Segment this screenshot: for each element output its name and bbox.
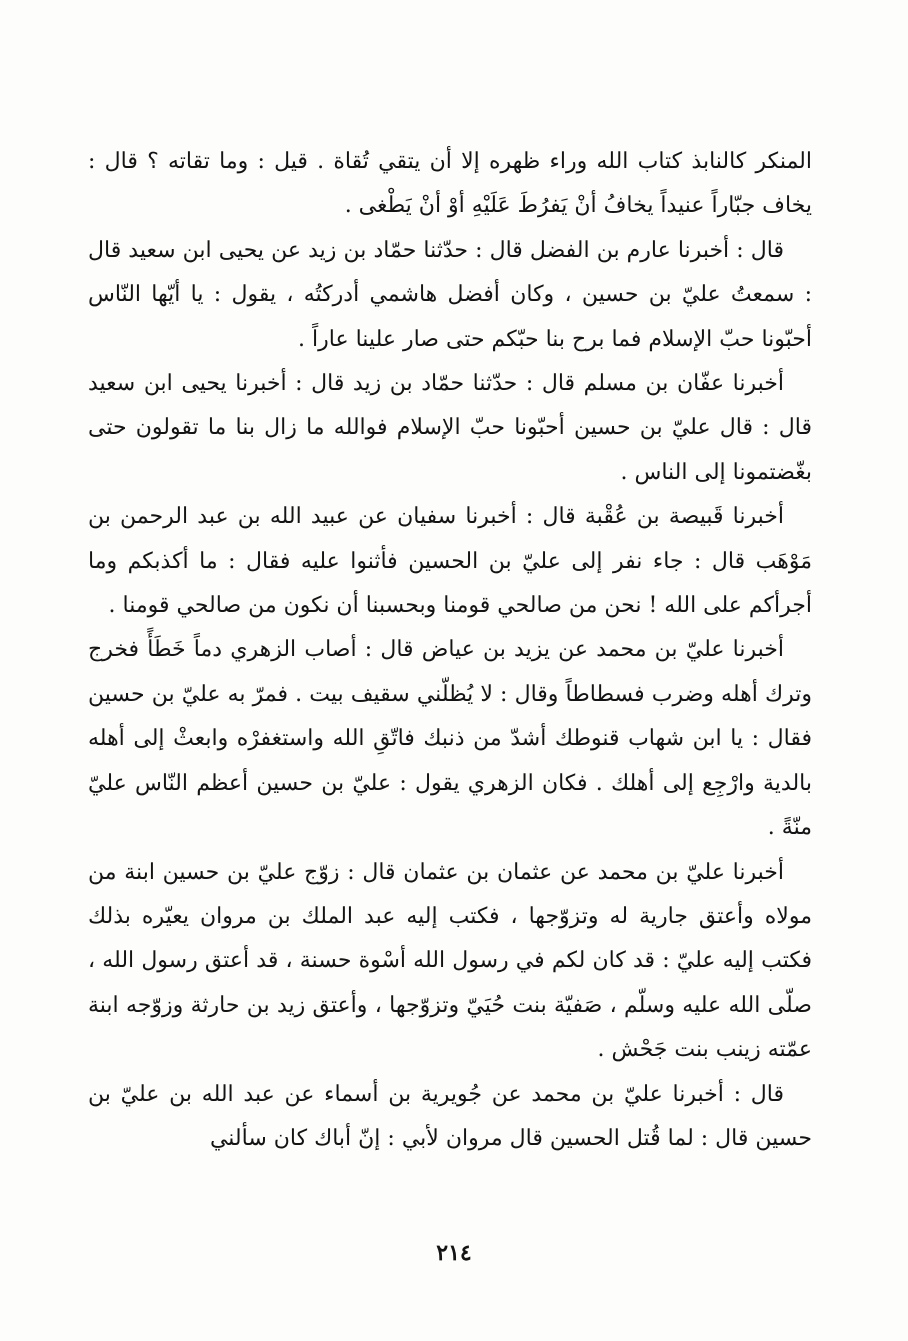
paragraph: قال : أخبرنا عارم بن الفضل قال : حدّثنا حمّاد بن زيد عن يحيى ابن سعيد قال : سمعتُ عليّ بن حسين ، وكان أفضل هاشمي أدركتُه ، يقول : يا أيّها النّاس أحبّونا حبّ الإسلام فما برح بنا حبّكم حتى صار علينا عاراً . bbox=[88, 237, 812, 352]
paragraph: قال : أخبرنا عليّ بن محمد عن جُويرية بن أسماء عن عبد الله بن عليّ بن حسين قال : لما قُتل الحسين قال مروان لأبي : إنّ أباك كان سألني bbox=[88, 1081, 812, 1151]
paragraph: أخبرنا عليّ بن محمد عن عثمان بن عثمان قال : زوّج عليّ بن حسين ابنة من مولاه وأعتق جارية له وتزوّجها ، فكتب إليه عبد الملك بن مروان يعيّره بذلك فكتب إليه عليّ : قد كان لكم في رسول الله أسْوة حسنة ، قد أعتق رسول الله ، صلّى الله عليه وسلّم ، صَفيّة بنت حُيَيّ وتزوّجها ، وأعتق زيد بن حارثة وزوّجه ابنة عمّته زينب بنت جَحْش . bbox=[88, 859, 812, 1063]
paragraph: أخبرنا عفّان بن مسلم قال : حدّثنا حمّاد بن زيد قال : أخبرنا يحيى ابن سعيد قال : قال عليّ بن حسين أحبّونا حبّ الإسلام فوالله ما زال بنا ما تقولون حتى بغّضتمونا إلى الناس . bbox=[88, 371, 812, 485]
paragraph: أخبرنا عليّ بن محمد عن يزيد بن عياض قال : أصاب الزهري دماً خَطَأً فخرج وترك أهله وضرب فسطاطاً وقال : لا يُظلّني سقيف بيت . فمرّ به عليّ بن حسين فقال : يا ابن شهاب قنوطك أشدّ من ذنبك فاتّقِ الله واستغفرْه وابعثْ إلى أهله بالدية وارْجِع إلى أهلك . فكان الزهري يقول : عليّ بن حسين أعظم النّاس عليّ منّةً . bbox=[88, 637, 812, 841]
page-number: ٢١٤ bbox=[436, 1240, 472, 1266]
paragraph: أخبرنا قَبيصة بن عُقْبة قال : أخبرنا سفيان عن عبيد الله بن عبد الرحمن بن مَوْهَب قال : جاء نفر إلى عليّ بن الحسين فأثنوا عليه فقال : ما أكذبكم وما أجرأكم على الله ! نحن من صالحي قومنا وبحسبنا أن نكون من صالحي قومنا . bbox=[88, 504, 812, 619]
page-body-text bbox=[88, 140, 812, 1161]
paragraph-continuation: المنكر كالنابذ كتاب الله وراء ظهره إلا أن يتقي تُقاة . قيل : وما تقاته ؟ قال : يخاف جبّاراً عنيداً يخافُ أنْ يَفرُطَ عَلَيْهِ أوْ أنْ يَطْغى . bbox=[88, 149, 812, 219]
